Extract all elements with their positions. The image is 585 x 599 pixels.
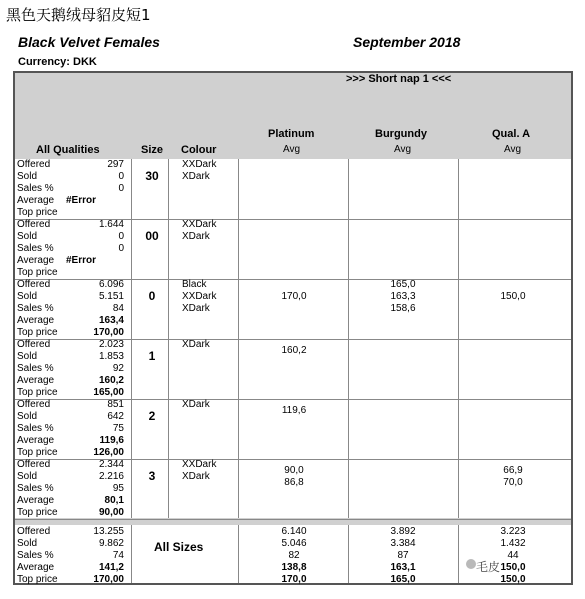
colour-value: XDark — [182, 339, 210, 350]
total-stat-value: 9.862 — [98, 538, 124, 549]
stat-value: 642 — [107, 411, 124, 422]
stat-value: 126,00 — [93, 447, 124, 458]
platinum-value: 119,6 — [281, 405, 307, 416]
stat-value: 0 — [118, 243, 124, 254]
stat-label: Top price — [17, 387, 58, 398]
stat-value: 163,4 — [98, 315, 124, 326]
platinum-value: 160,2 — [281, 345, 307, 356]
stat-label: Average — [17, 315, 55, 326]
quala-value: 150,0 — [500, 291, 526, 302]
watermark: 毛皮 — [476, 560, 501, 574]
burgundy-value: 158,6 — [390, 303, 416, 314]
total-burgundy-value: 3.892 — [390, 526, 416, 537]
stat-label: Sold — [17, 471, 38, 482]
grid-hline — [15, 519, 571, 520]
total-quala-value: 150,0 — [500, 574, 526, 585]
size-value: 0 — [148, 289, 156, 303]
stat-value: 297 — [107, 159, 124, 170]
colour-value: XDark — [182, 171, 210, 182]
stat-label: Average — [17, 495, 55, 506]
colour-value: XXDark — [182, 159, 217, 170]
stat-label: Offered — [17, 279, 51, 290]
colour-value: XDark — [182, 471, 210, 482]
col-platinum: Platinum — [268, 128, 315, 140]
stat-label: Offered — [17, 339, 51, 350]
colour-value: XXDark — [182, 291, 217, 302]
stat-label: Average — [17, 195, 55, 206]
stat-label: Sales % — [17, 303, 54, 314]
total-burgundy-value: 163,1 — [390, 562, 416, 573]
size-value: 1 — [148, 349, 156, 363]
stat-value: 84 — [112, 303, 124, 314]
platinum-value: 90,0 — [284, 465, 304, 476]
col-burgundy: Burgundy — [375, 128, 427, 140]
stat-label: Sold — [17, 351, 38, 362]
total-platinum-value: 5.046 — [281, 538, 307, 549]
total-stat-value: 74 — [112, 550, 124, 561]
total-burgundy-value: 3.384 — [390, 538, 416, 549]
col-quala-avg: Avg — [504, 144, 522, 155]
stat-label: Sold — [17, 171, 38, 182]
stat-value: 851 — [107, 399, 124, 410]
stat-label: Sales % — [17, 423, 54, 434]
total-burgundy-value: 87 — [397, 550, 409, 561]
stat-value: 1.644 — [98, 219, 124, 230]
total-quala-value: 3.223 — [500, 526, 526, 537]
platinum-value: 86,8 — [284, 477, 304, 488]
col-quala: Qual. A — [492, 128, 531, 140]
watermark-icon — [466, 559, 476, 569]
stat-value: #Error — [66, 255, 97, 266]
currency-label: Currency: DKK — [18, 56, 97, 68]
col-all-qualities: All Qualities — [36, 144, 100, 156]
stat-label: Sold — [17, 231, 38, 242]
quala-value: 70,0 — [503, 477, 523, 488]
stat-label: Offered — [17, 399, 51, 410]
colour-value: XXDark — [182, 459, 217, 470]
stat-value: 80,1 — [104, 495, 124, 506]
stat-value: 2.023 — [98, 339, 124, 350]
stat-value: 5.151 — [98, 291, 124, 302]
stat-label: Sold — [17, 411, 38, 422]
col-burgundy-avg: Avg — [394, 144, 412, 155]
stat-value: 0 — [118, 171, 124, 182]
total-stat-label: Sales % — [17, 550, 54, 561]
grid-vline — [348, 525, 349, 583]
stat-label: Average — [17, 255, 55, 266]
colour-value: XDark — [182, 303, 210, 314]
colour-value: XXDark — [182, 219, 217, 230]
stat-value: 75 — [112, 423, 124, 434]
colour-value: XDark — [182, 399, 210, 410]
stat-label: Offered — [17, 219, 51, 230]
col-size: Size — [141, 144, 164, 156]
total-stat-value: 141,2 — [98, 562, 124, 573]
total-quala-value: 150,0 — [500, 562, 526, 573]
stat-label: Sold — [17, 291, 38, 302]
stat-value: 6.096 — [98, 279, 124, 290]
stat-value: 95 — [112, 483, 124, 494]
grid-vline — [131, 525, 132, 583]
stat-label: Offered — [17, 459, 51, 470]
total-stat-value: 13.255 — [93, 526, 124, 537]
grid-vline — [458, 525, 459, 583]
burgundy-value: 165,0 — [390, 279, 416, 290]
all-sizes-label: All Sizes — [154, 540, 204, 554]
stat-label: Offered — [17, 159, 51, 170]
total-platinum-value: 170,0 — [281, 574, 307, 585]
stat-label: Average — [17, 435, 55, 446]
total-platinum-value: 82 — [288, 550, 300, 561]
stat-label: Sales % — [17, 243, 54, 254]
colour-value: Black — [182, 279, 207, 290]
size-value: 00 — [145, 229, 159, 243]
stat-label: Sales % — [17, 183, 54, 194]
total-stat-label: Sold — [17, 538, 38, 549]
stat-value: 0 — [118, 231, 124, 242]
stat-label: Top price — [17, 447, 58, 458]
total-stat-value: 170,00 — [93, 574, 124, 585]
size-value: 30 — [145, 169, 159, 183]
platinum-value: 170,0 — [281, 291, 307, 302]
col-colour: Colour — [181, 144, 217, 156]
size-value: 3 — [148, 469, 156, 483]
col-platinum-avg: Avg — [283, 144, 301, 155]
report-title: Black Velvet Females — [18, 34, 160, 50]
stat-value: #Error — [66, 195, 97, 206]
page-title: 黑色天鹅绒母貂皮短1 — [6, 6, 151, 24]
table-banner: >>> Short nap 1 <<< — [346, 73, 452, 85]
stat-value: 170,00 — [93, 327, 124, 338]
stat-label: Average — [17, 375, 55, 386]
stat-value: 2.344 — [98, 459, 124, 470]
stat-value: 92 — [112, 363, 124, 374]
total-stat-label: Top price — [17, 574, 58, 585]
total-burgundy-value: 165,0 — [390, 574, 416, 585]
total-platinum-value: 6.140 — [281, 526, 307, 537]
total-quala-value: 44 — [507, 550, 519, 561]
stat-label: Top price — [17, 207, 58, 218]
size-value: 2 — [148, 409, 156, 423]
stat-label: Top price — [17, 507, 58, 518]
total-platinum-value: 138,8 — [281, 562, 307, 573]
total-stat-label: Average — [17, 562, 55, 573]
burgundy-value: 163,3 — [390, 291, 416, 302]
stat-label: Top price — [17, 327, 58, 338]
total-quala-value: 1.432 — [500, 538, 526, 549]
stat-value: 165,00 — [93, 387, 124, 398]
stat-value: 90,00 — [98, 507, 124, 518]
stat-label: Top price — [17, 267, 58, 278]
stat-label: Sales % — [17, 363, 54, 374]
colour-value: XDark — [182, 231, 210, 242]
grid-vline — [238, 525, 239, 583]
report-date: September 2018 — [353, 34, 461, 50]
stat-value: 0 — [118, 183, 124, 194]
stat-value: 1.853 — [98, 351, 124, 362]
stat-value: 160,2 — [98, 375, 124, 386]
stat-label: Sales % — [17, 483, 54, 494]
quala-value: 66,9 — [503, 465, 523, 476]
stat-value: 119,6 — [99, 435, 124, 446]
stat-value: 2.216 — [98, 471, 124, 482]
total-stat-label: Offered — [17, 526, 51, 537]
